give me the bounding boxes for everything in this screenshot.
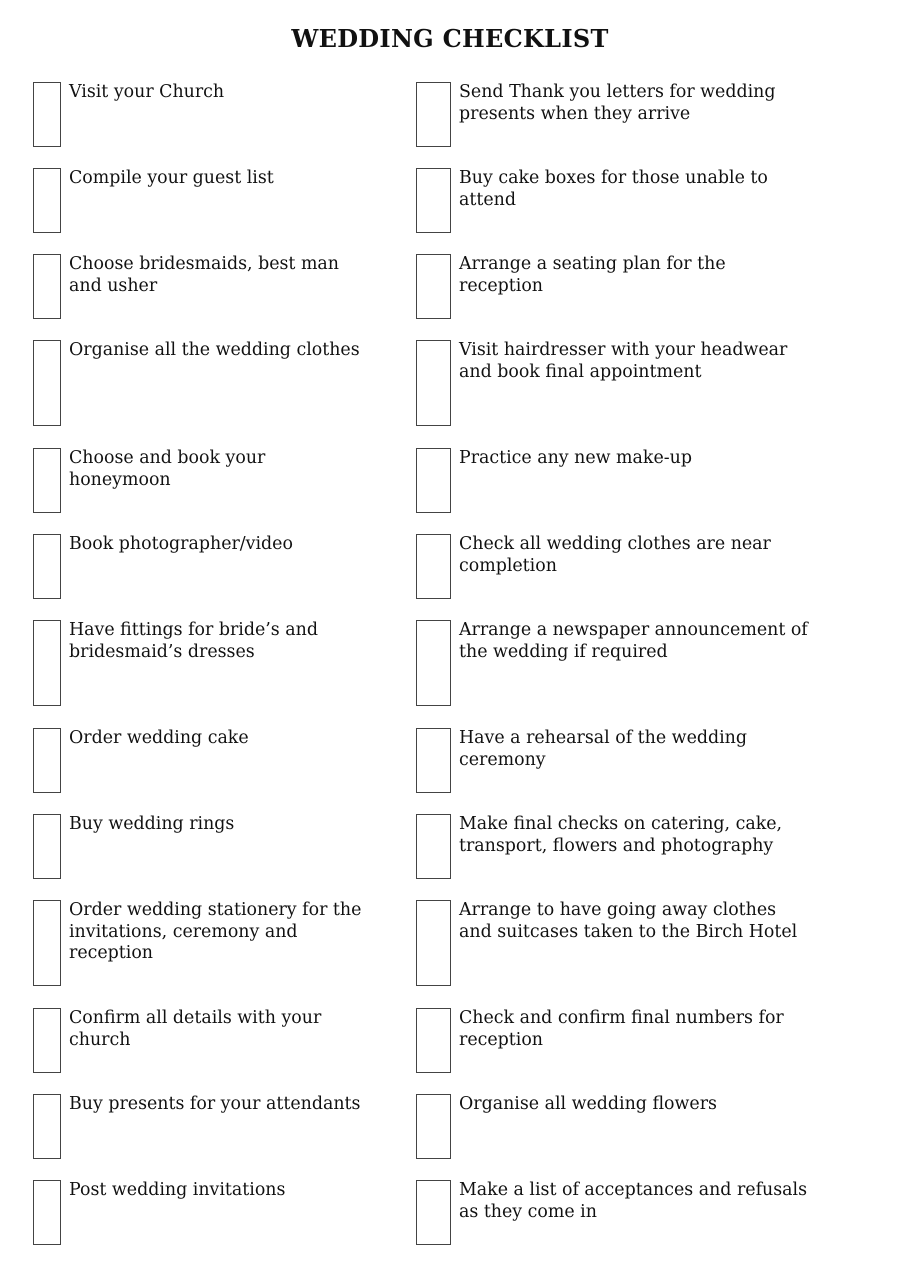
checklist-item-label: Have fittings for bride’s and bridesmaid’s dresses [69, 620, 318, 662]
checkbox[interactable] [416, 340, 451, 426]
checklist-item-label: Check and confirm final numbers for reception [459, 1008, 784, 1050]
checkbox[interactable] [33, 168, 61, 233]
checklist-item-label: Arrange to have going away clothes and suitcases taken to the Birch Hotel [459, 900, 798, 942]
checkbox[interactable] [416, 1008, 451, 1073]
checklist-item-label: Order wedding stationery for the invitations, ceremony and reception [69, 900, 362, 963]
checkbox[interactable] [33, 900, 61, 986]
checkbox[interactable] [416, 82, 451, 147]
checklist-item-label: Have a rehearsal of the wedding ceremony [459, 728, 748, 770]
checklist-item-label: Choose and book your honeymoon [69, 448, 266, 490]
checklist-item-label: Organise all wedding flowers [459, 1094, 717, 1114]
checklist-item-label: Post wedding invitations [69, 1180, 286, 1200]
checklist-item-label: Buy cake boxes for those unable to attend [459, 168, 768, 210]
checklist-item-label: Buy wedding rings [69, 814, 235, 834]
checkbox[interactable] [416, 728, 451, 793]
checkbox[interactable] [416, 814, 451, 879]
checklist-item-label: Compile your guest list [69, 168, 274, 188]
checkbox[interactable] [416, 1180, 451, 1245]
checklist-item-label: Practice any new make-up [459, 448, 692, 468]
checklist-item-label: Send Thank you letters for wedding presents when they arrive [459, 82, 776, 124]
checkbox[interactable] [416, 168, 451, 233]
checkbox[interactable] [33, 814, 61, 879]
checkbox[interactable] [33, 340, 61, 426]
checkbox[interactable] [33, 1094, 61, 1159]
checklist-item-label: Choose bridesmaids, best man and usher [69, 254, 340, 296]
checklist-item-label: Arrange a newspaper announcement of the wedding if required [459, 620, 808, 662]
checkbox[interactable] [33, 620, 61, 706]
checklist-item-label: Confirm all details with your church [69, 1008, 322, 1050]
checkbox[interactable] [416, 534, 451, 599]
checklist-item-label: Check all wedding clothes are near completion [459, 534, 771, 576]
checkbox[interactable] [416, 900, 451, 986]
checkbox[interactable] [33, 728, 61, 793]
checklist-item-label: Make final checks on catering, cake, transport, flowers and photography [459, 814, 783, 856]
checkbox[interactable] [416, 1094, 451, 1159]
checkbox[interactable] [33, 82, 61, 147]
checklist-item-label: Visit your Church [69, 82, 225, 102]
checklist-item-label: Organise all the wedding clothes [69, 340, 360, 360]
checkbox[interactable] [33, 1180, 61, 1245]
checkbox[interactable] [416, 254, 451, 319]
checkbox[interactable] [33, 1008, 61, 1073]
checklist-item-label: Order wedding cake [69, 728, 249, 748]
checkbox[interactable] [33, 254, 61, 319]
page-title: WEDDING CHECKLIST [291, 24, 609, 53]
checklist-item-label: Book photographer/video [69, 534, 293, 554]
checklist-item-label: Arrange a seating plan for the reception [459, 254, 726, 296]
checklist-item-label: Visit hairdresser with your headwear and book final appointment [459, 340, 788, 382]
checklist-item-label: Buy presents for your attendants [69, 1094, 361, 1114]
checkbox[interactable] [33, 534, 61, 599]
checklist-item-label: Make a list of acceptances and refusals as they come in [459, 1180, 807, 1222]
checkbox[interactable] [33, 448, 61, 513]
checkbox[interactable] [416, 620, 451, 706]
checkbox[interactable] [416, 448, 451, 513]
